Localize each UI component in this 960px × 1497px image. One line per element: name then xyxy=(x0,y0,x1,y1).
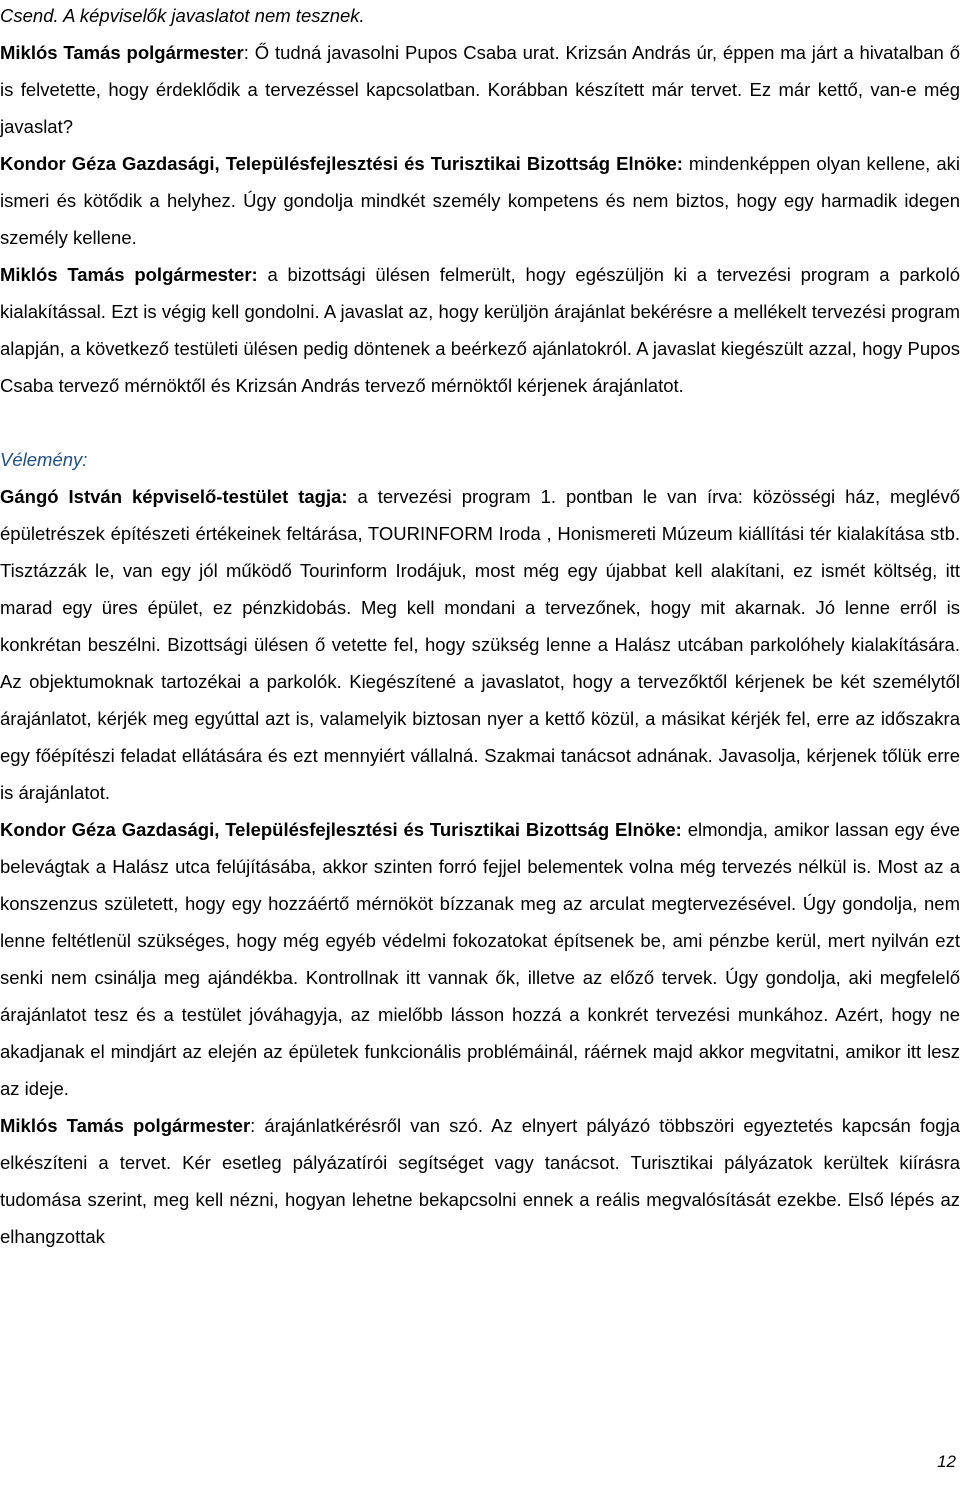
paragraph xyxy=(0,441,960,478)
paragraph-text: mindenképpen olyan kellene, aki ismeri és kötődik a helyhez. Úgy gondolja mindkét személy kompetens és nem biztos, hogy egy harmadik idegen személy kellene. xyxy=(0,153,960,248)
italic-text: Csend. A képviselők javaslatot nem tesznek. xyxy=(0,5,365,26)
paragraph xyxy=(0,34,960,145)
paragraph-text: elmondja, amikor lassan egy éve belevágtak a Halász utca felújításába, akkor szinten forró fejjel belementek volna még tervezés nélkül is. Most az a konszenzus született, hogy egy hozzáértő mérnököt bízzanak meg az arculat megtervezésével. Úgy gondolja, nem lenne feltétlenül szükséges, hogy még egyéb védelmi fokozatokat építsenek be, ami pénzbe kerül, mert nyilván ezt senki nem csinálja meg ajándékba. Kontrollnak itt vannak ők, illetve az előző tervek. Úgy gondolja, aki megfelelő árajánlatot tesz és a testület jóváhagyja, az mielőbb lásson hozzá a konkrét tervezési munkához. Azért, hogy ne akadjanak el mindjárt az elején az épületek funkcionális problémáinál, ráérnek majd akkor megvitatni, amikor itt lesz az ideje. xyxy=(0,819,960,1099)
paragraph-text: : árajánlatkérésről van szó. Az elnyert pályázó többszöri egyeztetés kapcsán fogja elkészíteni a tervet. Kér esetleg pályázatírói segítséget vagy tanácsot. Turisztikai pályázatok kerültek kiírásra tudomása szerint, meg kell nézni, hogyan lehetne bekapcsolni ennek a reális megvalósítását ezekbe. Első lépés az elhangzottak xyxy=(0,1115,960,1247)
paragraph xyxy=(0,1107,960,1255)
section-heading: Vélemény: xyxy=(0,449,88,470)
paragraph-text: a tervezési program 1. pontban le van írva: közösségi ház, meglévő épületrészek építészeti értékeinek feltárása, TOURINFORM Iroda , Honismereti Múzeum kiállítási tér kialakítása stb. Tisztázzák le, van egy jól működő Tourinform Irodájuk, most még egy újabbat kell alakítani, ez ismét költség, itt marad egy üres épület, ez pénzkidobás. Meg kell mondani a tervezőnek, hogy mit akarnak. Jó lenne erről is konkrétan beszélni. Bizottsági ülésen ő vetette fel, hogy szükség lenne a Halász utcában parkolóhely kialakítására. Az objektumoknak tartozékai a parkolók. Kiegészítené a javaslatot, hogy a tervezőktől kérjenek be két személytől árajánlatot, kérjék meg egyúttal azt is, valamelyik biztosan nyer a kettő közül, a másikat kérjék fel, erre az időszakra egy főépítészi feladat ellátására és ezt mennyiért vállalná. Szakmai tanácsot adnának. Javasolja, kérjenek tőlük erre is árajánlatot. xyxy=(0,486,960,803)
speaker-name: Kondor Géza Gazdasági, Településfejlesztési és Turisztikai Bizottság Elnöke: xyxy=(0,819,682,840)
paragraph xyxy=(0,478,960,811)
paragraph-text: a bizottsági ülésen felmerült, hogy egészüljön ki a tervezési program a parkoló kialakítással. Ezt is végig kell gondolni. A javaslat az, hogy kerüljön árajánlat bekérésre a mellékelt tervezési program alapján, a következő testületi ülésen pedig döntenek a beérkező ajánlatokról. A javaslat kiegészült azzal, hogy Pupos Csaba tervező mérnöktől és Krizsán András tervező mérnöktől kérjenek árajánlatot. xyxy=(0,264,960,396)
speaker-name: Miklós Tamás polgármester xyxy=(0,42,244,63)
paragraph-text: : Ő tudná javasolni Pupos Csaba urat. Krizsán András úr, éppen ma járt a hivatalban ő is felvetette, hogy érdeklődik a tervezéssel kapcsolatban. Korábban készített már tervet. Ez már kettő, van-e még javaslat? xyxy=(0,42,960,137)
paragraph xyxy=(0,811,960,1107)
paragraph xyxy=(0,0,960,34)
paragraph xyxy=(0,256,960,404)
page-number: 12 xyxy=(937,1452,956,1471)
speaker-name: Miklós Tamás polgármester xyxy=(0,1115,251,1136)
paragraph-spacer xyxy=(0,404,960,441)
speaker-name: Gángó István képviselő-testület tagja: xyxy=(0,486,348,507)
paragraph xyxy=(0,145,960,256)
speaker-name: Kondor Géza Gazdasági, Településfejlesztési és Turisztikai Bizottság Elnöke: xyxy=(0,153,683,174)
speaker-name: Miklós Tamás polgármester: xyxy=(0,264,258,285)
